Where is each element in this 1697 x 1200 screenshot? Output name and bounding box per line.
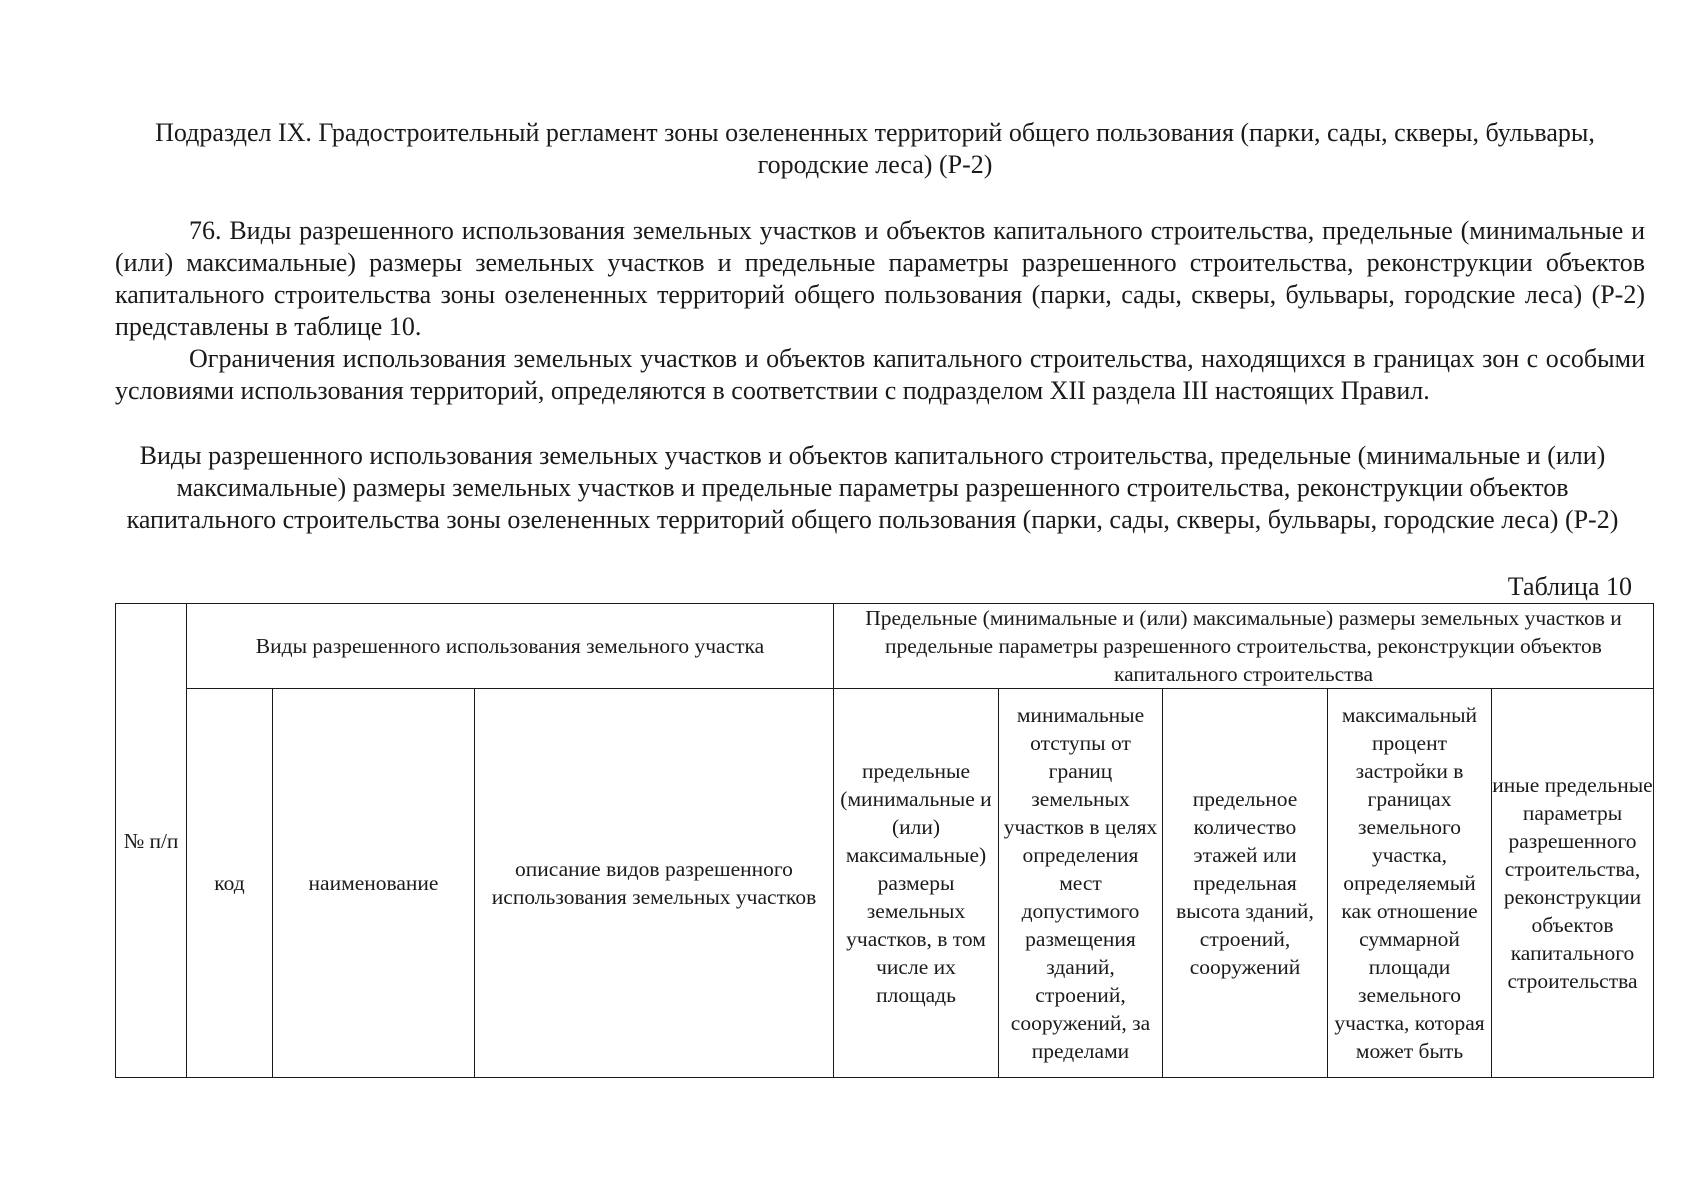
table-heading: Виды разрешенного использования земельных участков и объектов капитального строительства, предельные (минимальные и (или) максимальные) размеры земельных участков и предельные параметры разрешенного строительства, реконструкции объектов капитального строительства зоны озелененных территорий общего пользования (парки, сады, скверы, бульвары, городские леса) (Р-2) xyxy=(126,441,1619,534)
table-header-row xyxy=(116,604,1654,689)
col-header-name: наименование xyxy=(273,689,475,1078)
col-header-setbacks: минимальные отступы от границ земельных участков в целях определения мест допустимого размещения зданий, строений, сооружений, за пределами xyxy=(999,689,1163,1078)
col-header-limits-group: Предельные (минимальные и (или) максимальные) размеры земельных участков и предельные параметры разрешенного строительства, реконструкции объектов капитального строительства xyxy=(834,604,1654,689)
regulations-table xyxy=(115,603,1654,1078)
col-header-build-percent: максимальный процент застройки в границах земельного участка, определяемый как отношение суммарной площади земельного участка, которая может быть xyxy=(1328,689,1492,1078)
col-header-uses-group: Виды разрешенного использования земельного участка xyxy=(187,604,834,689)
subsection-title: Подраздел IX. Градостроительный регламент зоны озелененных территорий общего пользования (парки, сады, скверы, бульвары, городские леса) (Р-2) xyxy=(155,118,1595,179)
col-header-description: описание видов разрешенного использования земельных участков xyxy=(475,689,834,1078)
col-header-floors-height: предельное количество этажей или предельная высота зданий, строений, сооружений xyxy=(1163,689,1328,1078)
table-label: Таблица 10 xyxy=(1507,572,1632,601)
table-subheader-row xyxy=(116,689,1654,1078)
col-header-number: № п/п xyxy=(116,604,187,1078)
col-header-other-params: иные предельные параметры разрешенного строительства, реконструкции объектов капитального строительства xyxy=(1492,689,1654,1078)
col-header-plot-size: предельные (минимальные и (или) максимальные) размеры земельных участков, в том числе их площадь xyxy=(834,689,999,1078)
paragraph-76: 76. Виды разрешенного использования земельных участков и объектов капитального строительства, предельные (минимальные и (или) максимальные) размеры земельных участков и предельные параметры разрешенного строительства, реконструкции объектов капитального строительства зоны озелененных территорий общего пользования (парки, сады, скверы, бульвары, городские леса) (Р-2) представлены в таблице 10. xyxy=(115,216,1645,341)
paragraph-restrictions: Ограничения использования земельных участков и объектов капитального строительства, находящихся в границах зон с особыми условиями использования территорий, определяются в соответствии с подразделом XII раздела III настоящих Правил. xyxy=(115,344,1645,405)
col-header-code: код xyxy=(187,689,273,1078)
